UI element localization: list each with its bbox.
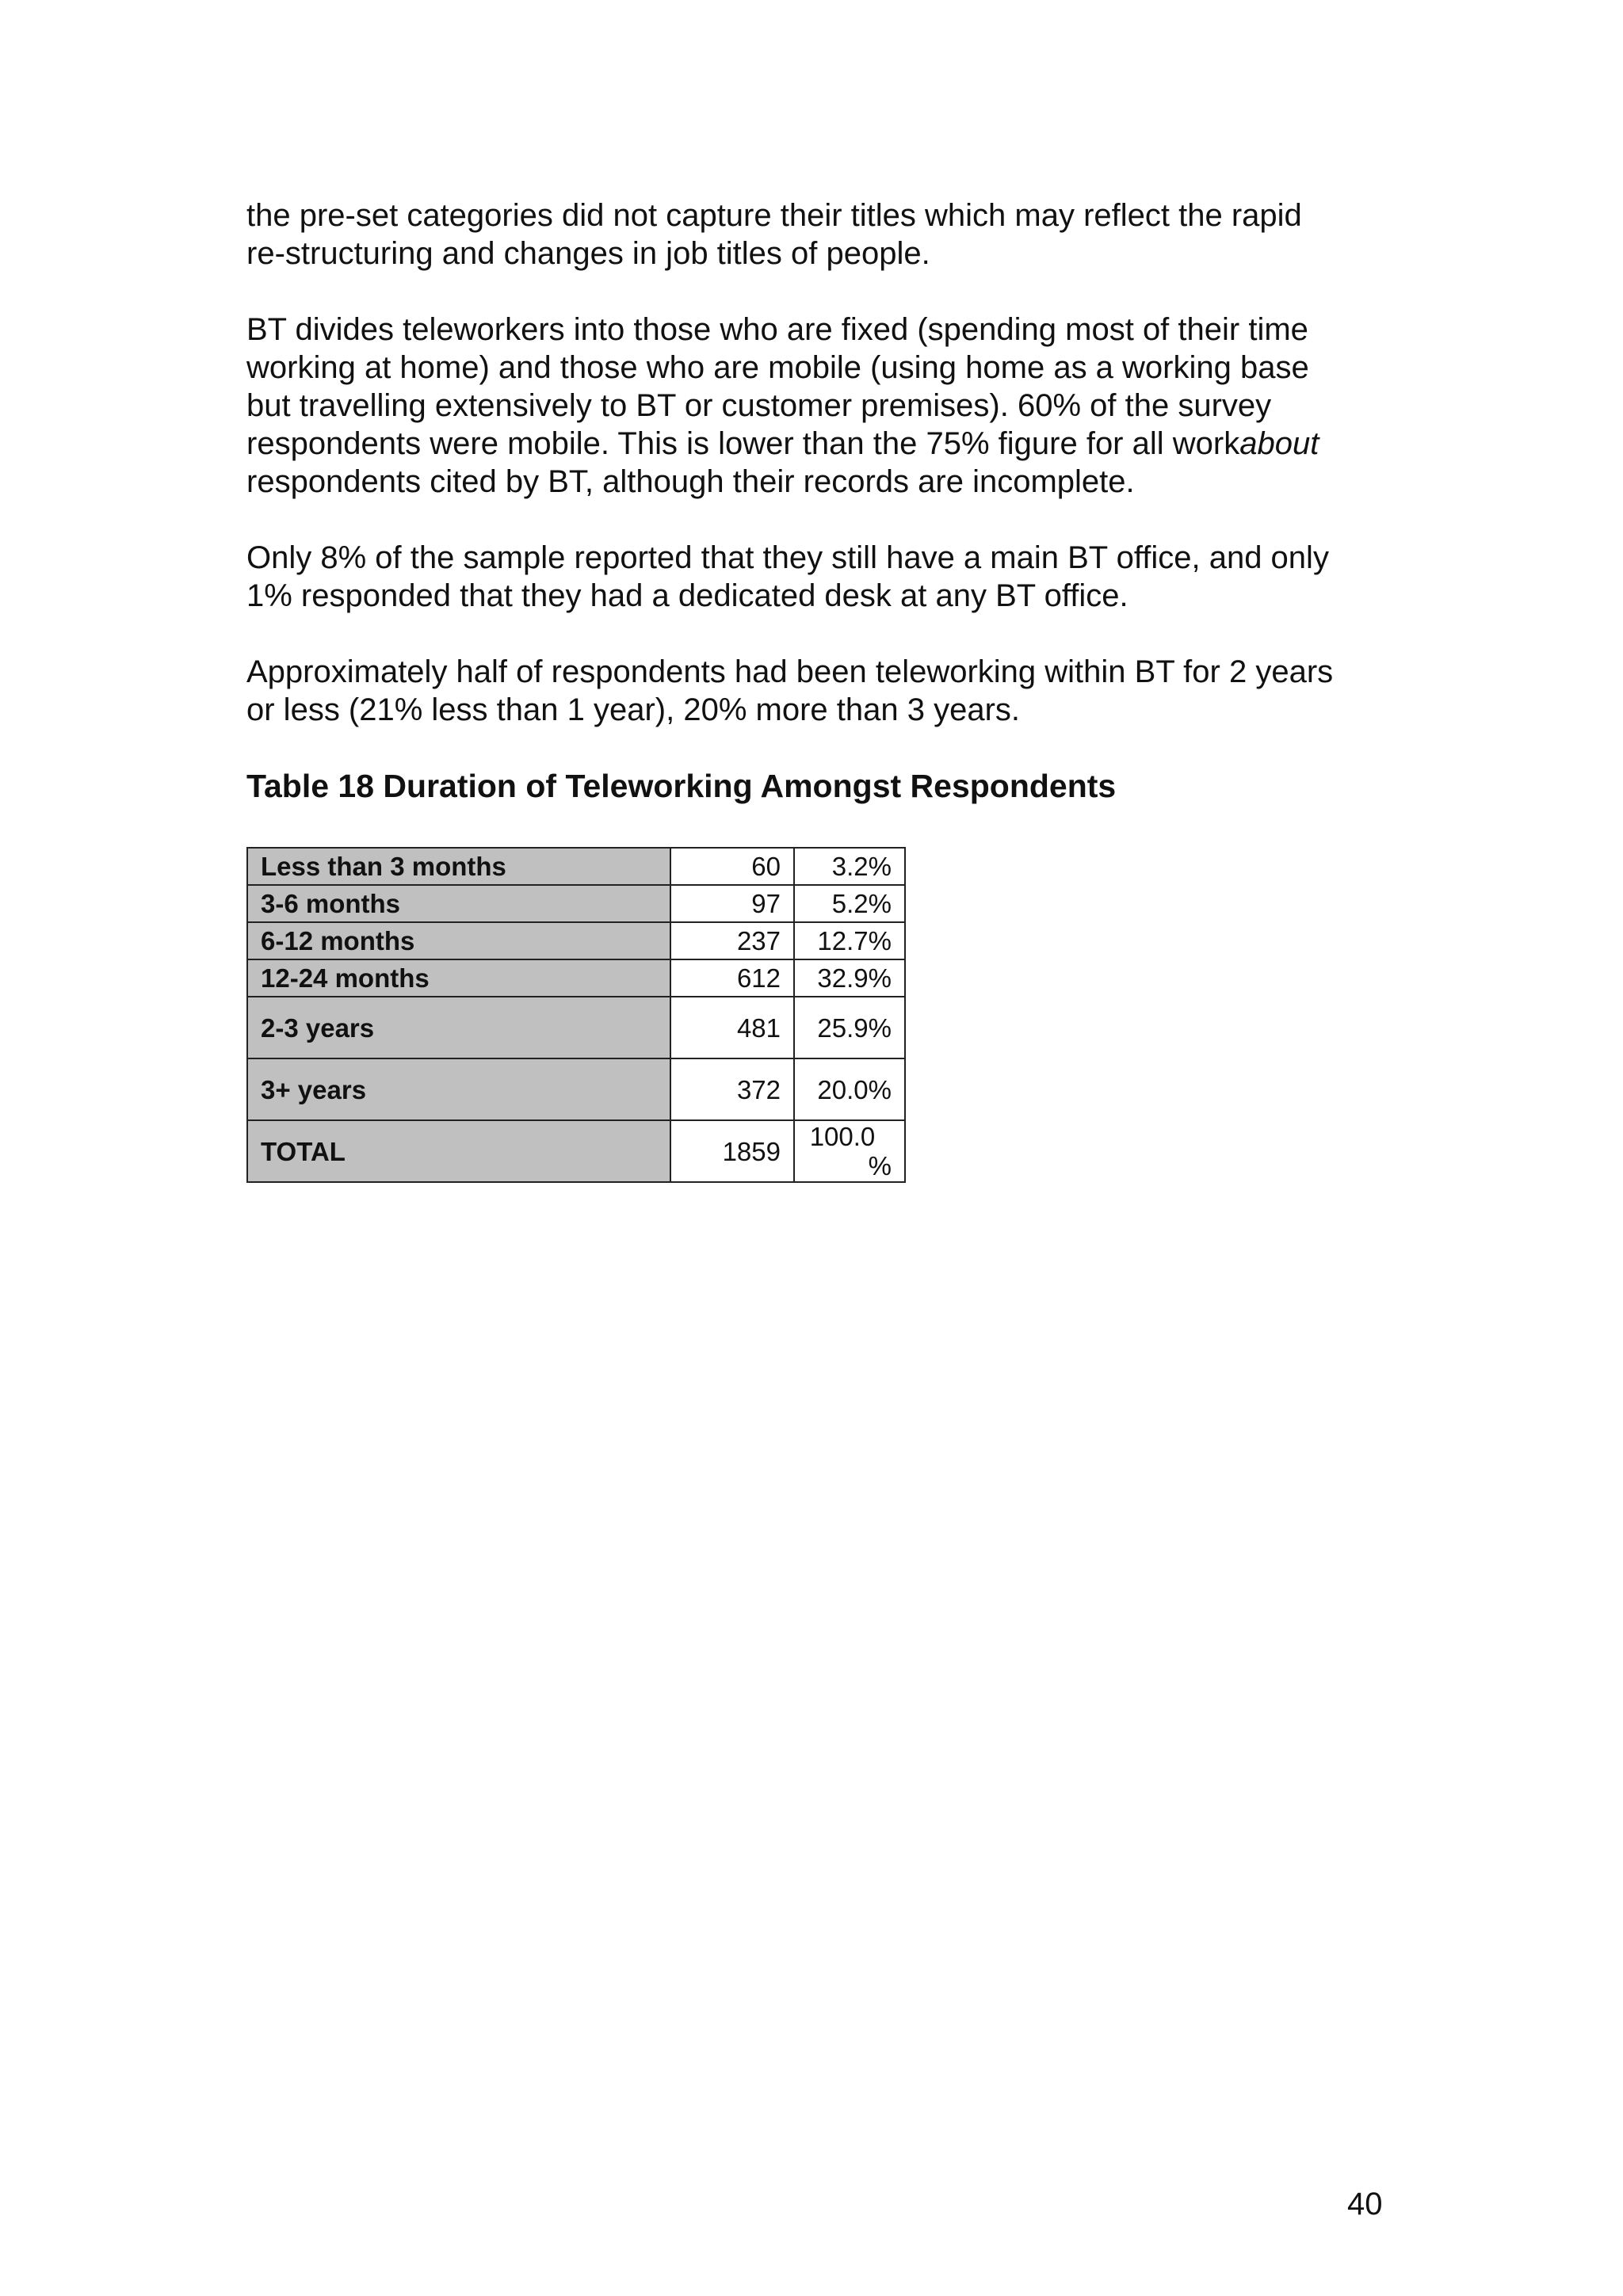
row-count: 97: [670, 885, 794, 922]
row-count: 1859: [670, 1120, 794, 1182]
percent-part: %: [868, 1151, 892, 1180]
text-line: Only 8% of the sample reported that they still have a main BT office, and only: [246, 540, 1329, 575]
row-percent: 32.9%: [794, 959, 905, 997]
row-percent: 3.2%: [794, 848, 905, 885]
row-percent: [794, 1120, 905, 1182]
table-row: [247, 997, 905, 1058]
text-line: or less (21% less than 1 year), 20% more than 3 years.: [246, 692, 1021, 727]
row-label: 3-6 months: [247, 885, 670, 922]
text-line: Approximately half of respondents had been teleworking within BT for 2 years: [246, 654, 1334, 689]
row-label: Less than 3 months: [247, 848, 670, 885]
table-row: [247, 959, 905, 997]
paragraph-duration: [246, 653, 1396, 729]
row-count: 237: [670, 922, 794, 959]
table-row: [247, 848, 905, 885]
paragraph-job-titles: [246, 196, 1396, 273]
row-count: 372: [670, 1058, 794, 1120]
paragraph-office: [246, 539, 1396, 615]
text-segment: respondents were mobile. This is lower than the 75% figure for all work: [246, 426, 1240, 461]
row-label: 3+ years: [247, 1058, 670, 1120]
text-line: re-structuring and changes in job titles of people.: [246, 236, 930, 271]
text-line: [246, 425, 1396, 463]
row-count: 481: [670, 997, 794, 1058]
table-row-total: [247, 1120, 905, 1182]
table-row: [247, 1058, 905, 1120]
text-line: 1% responded that they had a dedicated desk at any BT office.: [246, 578, 1128, 613]
row-percent: 25.9%: [794, 997, 905, 1058]
duration-table: [246, 847, 906, 1183]
table-row: [247, 885, 905, 922]
document-page: [246, 196, 1396, 1183]
row-percent: 5.2%: [794, 885, 905, 922]
text-line: but travelling extensively to BT or customer premises). 60% of the survey: [246, 388, 1272, 423]
row-label: TOTAL: [247, 1120, 670, 1182]
paragraph-fixed-mobile: [246, 311, 1396, 501]
row-percent: 20.0%: [794, 1058, 905, 1120]
text-line: BT divides teleworkers into those who are fixed (spending most of their time: [246, 312, 1308, 347]
table-row: [247, 922, 905, 959]
page-number: 40: [1347, 2187, 1383, 2222]
row-label: 2-3 years: [247, 997, 670, 1058]
percent-part: 100.0: [809, 1122, 876, 1151]
row-label: 6-12 months: [247, 922, 670, 959]
row-label: 12-24 months: [247, 959, 670, 997]
table-caption: Table 18 Duration of Teleworking Amongst Respondents: [246, 768, 1117, 804]
italic-text: about: [1239, 426, 1319, 461]
row-count: 612: [670, 959, 794, 997]
text-line: the pre-set categories did not capture their titles which may reflect the rapid: [246, 198, 1302, 233]
row-percent: 12.7%: [794, 922, 905, 959]
row-count: 60: [670, 848, 794, 885]
text-line: respondents cited by BT, although their records are incomplete.: [246, 464, 1135, 499]
text-line: working at home) and those who are mobile (using home as a working base: [246, 350, 1309, 385]
